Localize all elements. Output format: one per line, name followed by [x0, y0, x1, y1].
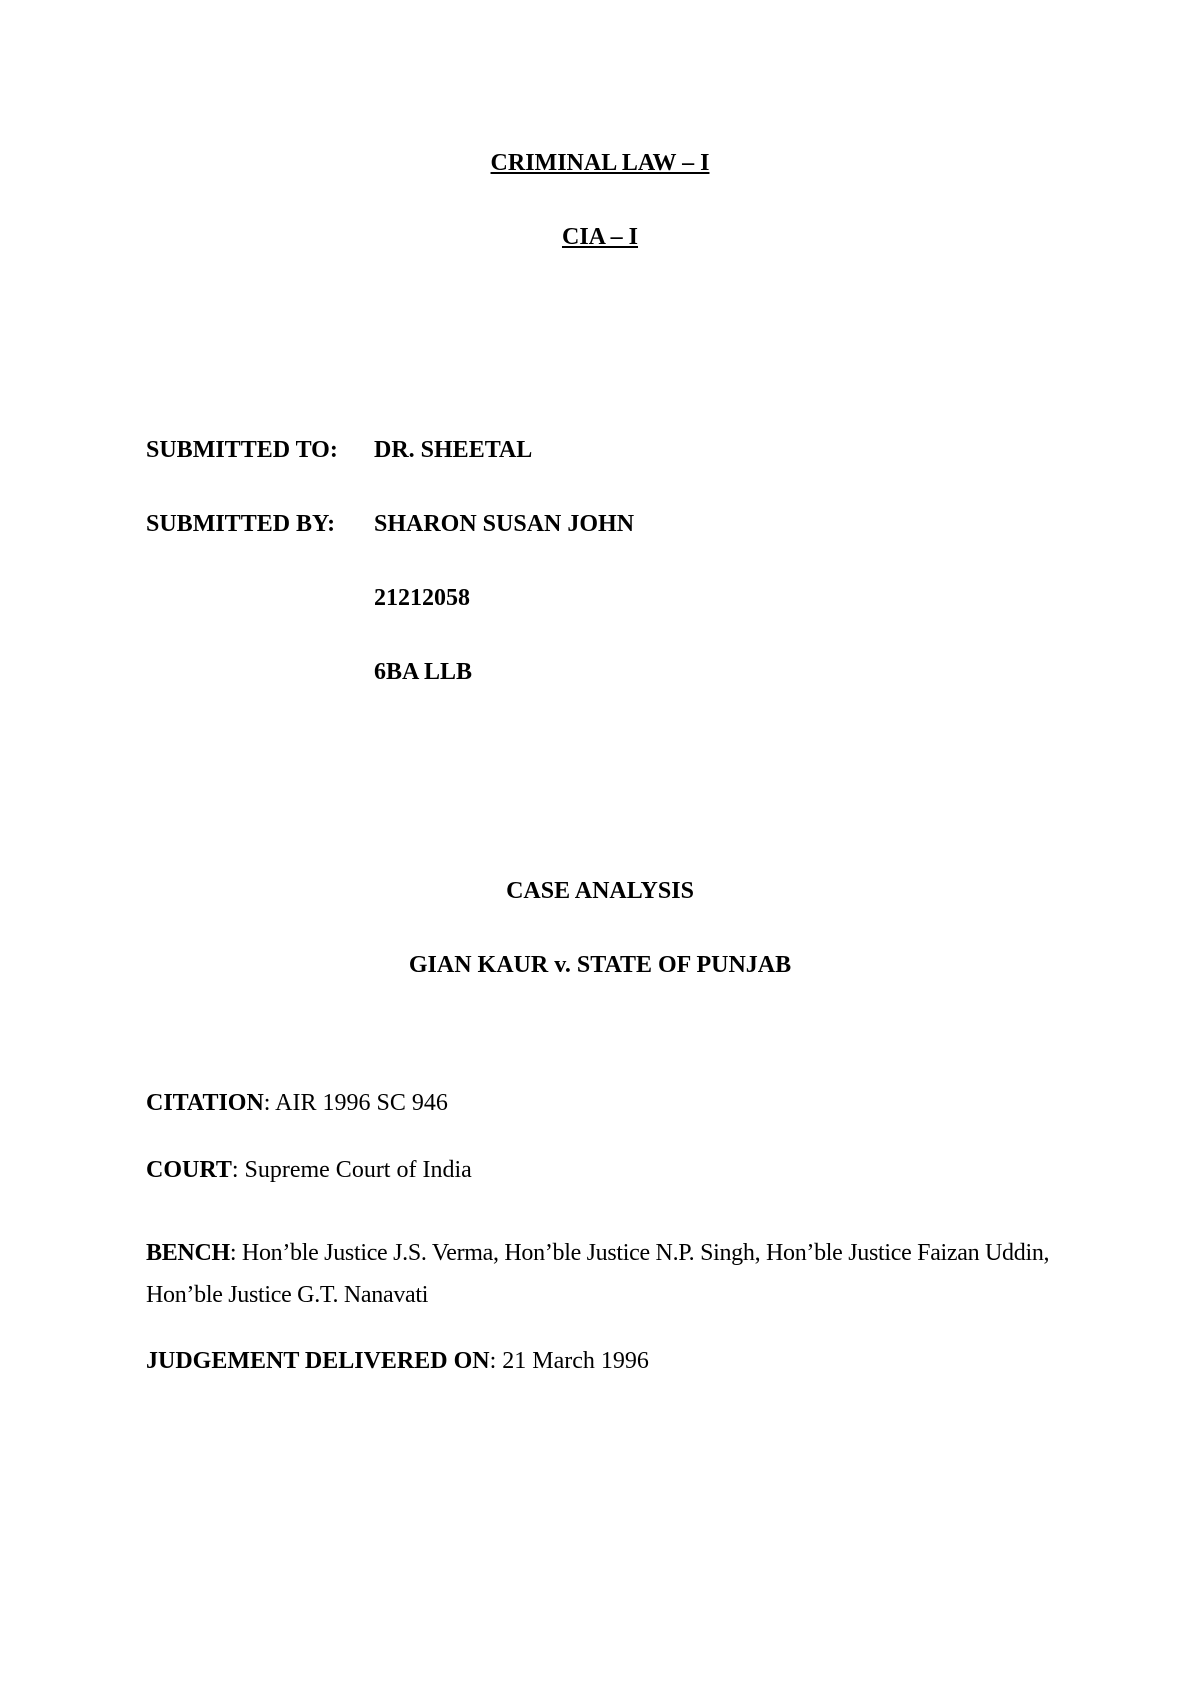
judgement-value: : 21 March 1996: [489, 1348, 649, 1374]
court-value: : Supreme Court of India: [231, 1157, 472, 1183]
assessment-title: CIA – I: [561, 224, 639, 250]
citation-line: [146, 1088, 448, 1118]
case-name-heading: GIAN KAUR v. STATE OF PUNJAB: [408, 952, 792, 978]
judgement-label: JUDGEMENT DELIVERED ON: [146, 1348, 490, 1374]
submitted-by-class: 6BA LLB: [374, 659, 473, 685]
bench-line-continued: Hon’ble Justice G.T. Nanavati: [146, 1282, 429, 1308]
course-title: CRIMINAL LAW – I: [490, 150, 710, 176]
submitted-to-value: DR. SHEETAL: [374, 437, 533, 463]
court-label: COURT: [146, 1157, 232, 1183]
submitted-to-label: SUBMITTED TO:: [146, 437, 338, 463]
citation-label: CITATION: [146, 1090, 264, 1116]
bench-value: : Hon’ble Justice J.S. Verma, Hon’ble Justice N.P. Singh, Hon’ble Justice Faizan Uddin,: [229, 1240, 1050, 1266]
submitted-by-roll: 21212058: [374, 585, 470, 611]
court-line: [146, 1155, 472, 1185]
judgement-line: [146, 1346, 649, 1376]
submitted-by-label: SUBMITTED BY:: [146, 511, 336, 537]
bench-label: BENCH: [146, 1240, 230, 1266]
citation-value: : AIR 1996 SC 946: [263, 1090, 448, 1116]
bench-line: [146, 1238, 1049, 1268]
case-analysis-heading: CASE ANALYSIS: [506, 878, 694, 904]
submitted-by-name: SHARON SUSAN JOHN: [374, 511, 635, 537]
